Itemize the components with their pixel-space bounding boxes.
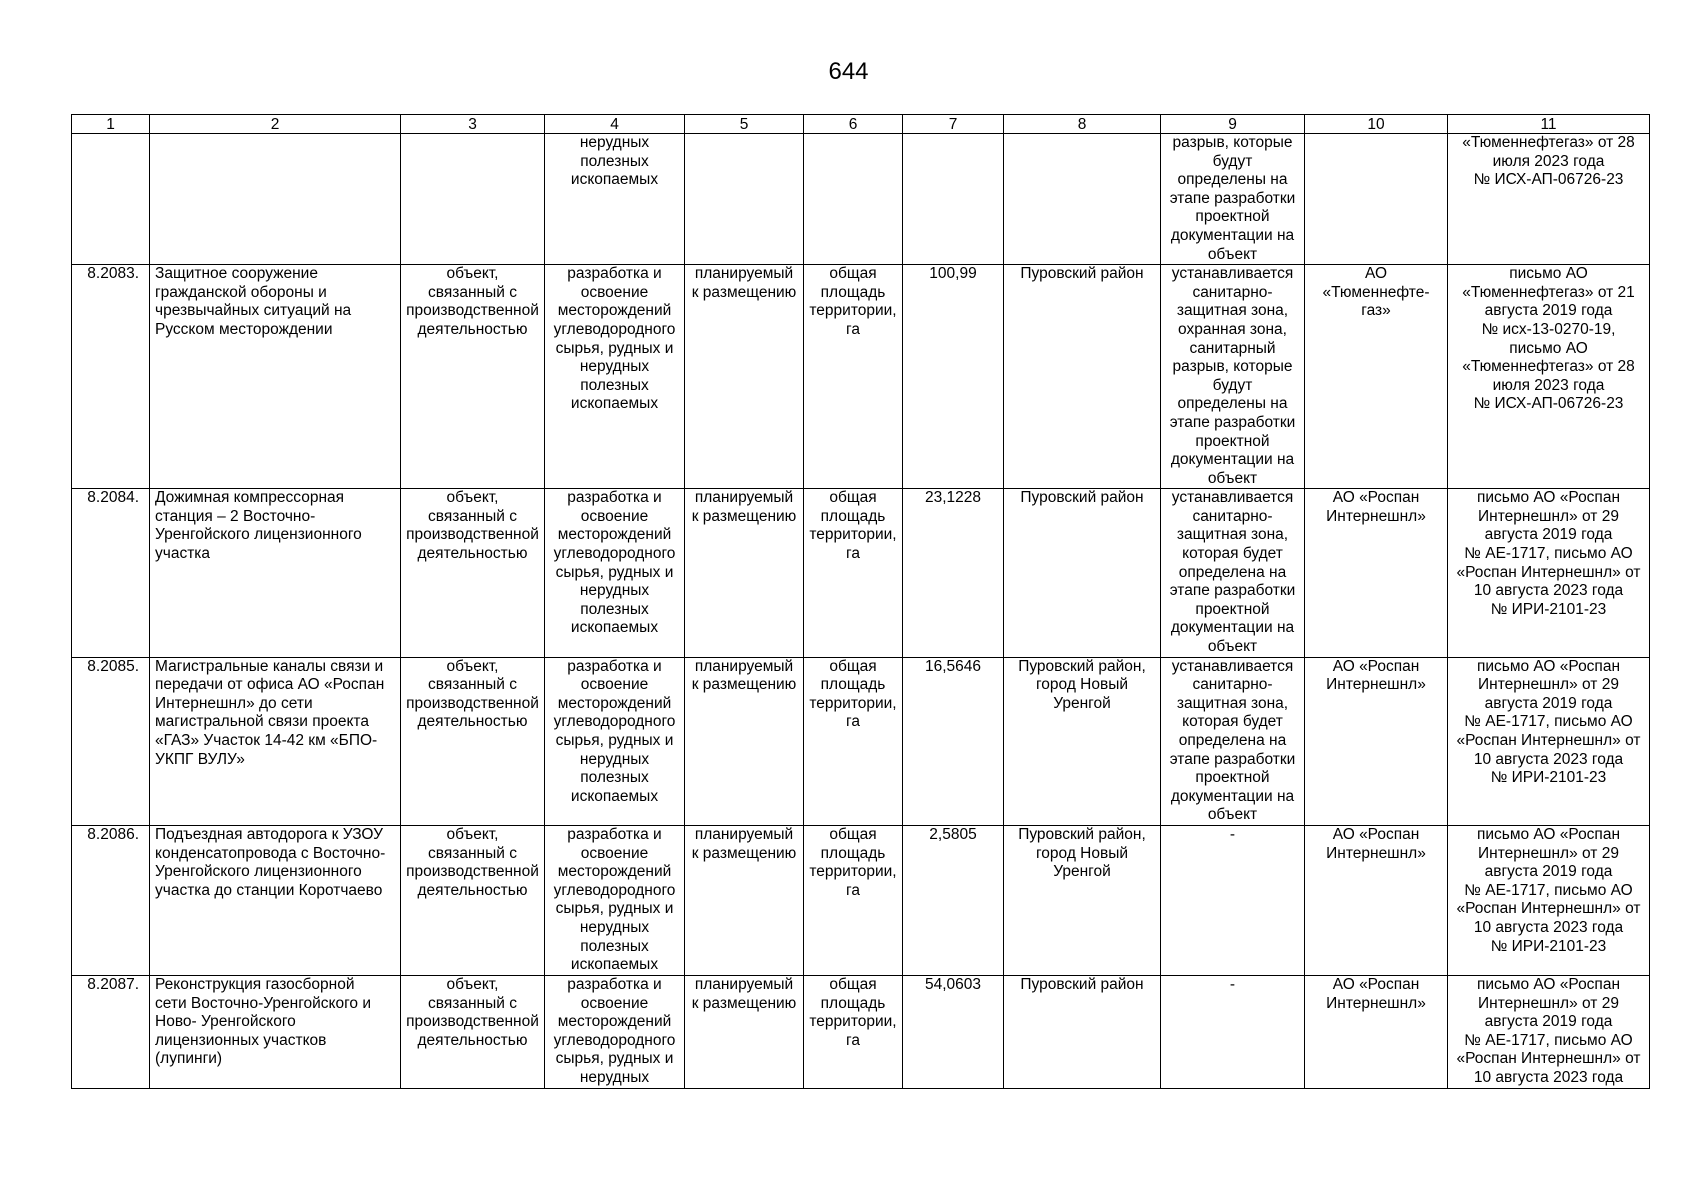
object-purpose: разработка и освоение месторождений углеводородного сырья, рудных и нерудных: [545, 975, 685, 1088]
header-row: [72, 115, 1650, 134]
protection-zone: -: [1161, 825, 1305, 975]
object-status: планируемый к размещению: [685, 825, 804, 975]
location: Пуровский район, город Новый Уренгой: [1004, 825, 1161, 975]
object-type: объект, связанный с производственной деятельностью: [401, 657, 545, 825]
object-type: объект, связанный с производственной деятельностью: [401, 489, 545, 657]
object-purpose: разработка и освоение месторождений углеводородного сырья, рудных и нерудных полезных ископаемых: [545, 825, 685, 975]
row-number: 8.2086.: [72, 825, 150, 975]
area-value: 2,5805: [903, 825, 1004, 975]
protection-zone: -: [1161, 975, 1305, 1088]
basis-document: «Тюменнефтегаз» от 28 июля 2023 года № ИСХ-АП-06726-23: [1448, 134, 1650, 265]
column-header: 6: [804, 115, 903, 134]
object-type: [401, 134, 545, 265]
initiator: АО «Тюменнефте- газ»: [1305, 265, 1448, 489]
protection-zone: устанавливается санитарно- защитная зона, охранная зона, санитарный разрыв, которые будут определены на этапе разработки проектной документации на объект: [1161, 265, 1305, 489]
object-status: планируемый к размещению: [685, 265, 804, 489]
row-number: 8.2084.: [72, 489, 150, 657]
initiator: АО «Роспан Интернешнл»: [1305, 975, 1448, 1088]
object-status: планируемый к размещению: [685, 489, 804, 657]
basis-document: письмо АО «Роспан Интернешнл» от 29 августа 2019 года № АЕ-1717, письмо АО «Роспан Интернешнл» от 10 августа 2023 года № ИРИ-2101-23: [1448, 657, 1650, 825]
column-header: 2: [150, 115, 401, 134]
object-type: объект, связанный с производственной деятельностью: [401, 975, 545, 1088]
object-purpose: разработка и освоение месторождений углеводородного сырья, рудных и нерудных полезных ископаемых: [545, 657, 685, 825]
area-value: 16,5646: [903, 657, 1004, 825]
location: Пуровский район: [1004, 489, 1161, 657]
column-header: 4: [545, 115, 685, 134]
basis-document: письмо АО «Тюменнефтегаз» от 21 августа 2019 года № исх-13-0270-19, письмо АО «Тюменнефтегаз» от 28 июля 2023 года № ИСХ-АП-06726-23: [1448, 265, 1650, 489]
object-name: Защитное сооружение гражданской обороны и чрезвычайных ситуаций на Русском месторождении: [150, 265, 401, 489]
table-row: [72, 265, 1650, 489]
basis-document: письмо АО «Роспан Интернешнл» от 29 августа 2019 года № АЕ-1717, письмо АО «Роспан Интернешнл» от 10 августа 2023 года № ИРИ-2101-23: [1448, 489, 1650, 657]
row-number: [72, 134, 150, 265]
row-number: 8.2083.: [72, 265, 150, 489]
protection-zone: устанавливается санитарно- защитная зона, которая будет определена на этапе разработки проектной документации на объект: [1161, 657, 1305, 825]
object-name: Дожимная компрессорная станция – 2 Восточно- Уренгойского лицензионного участка: [150, 489, 401, 657]
characteristic: общая площадь территории, га: [804, 975, 903, 1088]
object-purpose: нерудных полезных ископаемых: [545, 134, 685, 265]
object-purpose: разработка и освоение месторождений углеводородного сырья, рудных и нерудных полезных ископаемых: [545, 489, 685, 657]
table-row: [72, 975, 1650, 1088]
table-row: [72, 489, 1650, 657]
initiator: АО «Роспан Интернешнл»: [1305, 489, 1448, 657]
initiator: АО «Роспан Интернешнл»: [1305, 657, 1448, 825]
area-value: 54,0603: [903, 975, 1004, 1088]
location: Пуровский район: [1004, 975, 1161, 1088]
column-header: 9: [1161, 115, 1305, 134]
initiator: АО «Роспан Интернешнл»: [1305, 825, 1448, 975]
initiator: [1305, 134, 1448, 265]
object-name: Подъездная автодорога к УЗОУ конденсатопровода с Восточно- Уренгойского лицензионного участка до станции Коротчаево: [150, 825, 401, 975]
object-status: планируемый к размещению: [685, 657, 804, 825]
column-header: 7: [903, 115, 1004, 134]
location: Пуровский район, город Новый Уренгой: [1004, 657, 1161, 825]
table-row: [72, 134, 1650, 265]
location: Пуровский район: [1004, 265, 1161, 489]
column-header: 3: [401, 115, 545, 134]
area-value: [903, 134, 1004, 265]
column-header: 8: [1004, 115, 1161, 134]
characteristic: общая площадь территории, га: [804, 657, 903, 825]
characteristic: общая площадь территории, га: [804, 265, 903, 489]
table-row: [72, 657, 1650, 825]
column-header: 5: [685, 115, 804, 134]
basis-document: письмо АО «Роспан Интернешнл» от 29 августа 2019 года № АЕ-1717, письмо АО «Роспан Интернешнл» от 10 августа 2023 года: [1448, 975, 1650, 1088]
characteristic: общая площадь территории, га: [804, 489, 903, 657]
protection-zone: устанавливается санитарно- защитная зона, которая будет определена на этапе разработки проектной документации на объект: [1161, 489, 1305, 657]
object-name: [150, 134, 401, 265]
register-table: [71, 114, 1650, 1089]
area-value: 100,99: [903, 265, 1004, 489]
object-name: Магистральные каналы связи и передачи от офиса АО «Роспан Интернешнл» до сети магистральной связи проекта «ГАЗ» Участок 14-42 км «БПО- УКПГ ВУЛУ»: [150, 657, 401, 825]
column-header: 10: [1305, 115, 1448, 134]
object-purpose: разработка и освоение месторождений углеводородного сырья, рудных и нерудных полезных ископаемых: [545, 265, 685, 489]
object-type: объект, связанный с производственной деятельностью: [401, 825, 545, 975]
object-name: Реконструкция газосборной сети Восточно-Уренгойского и Ново- Уренгойского лицензионных участков (лупинги): [150, 975, 401, 1088]
column-header: 11: [1448, 115, 1650, 134]
object-type: объект, связанный с производственной деятельностью: [401, 265, 545, 489]
location: [1004, 134, 1161, 265]
area-value: 23,1228: [903, 489, 1004, 657]
row-number: 8.2085.: [72, 657, 150, 825]
column-header: 1: [72, 115, 150, 134]
characteristic: [804, 134, 903, 265]
basis-document: письмо АО «Роспан Интернешнл» от 29 августа 2019 года № АЕ-1717, письмо АО «Роспан Интернешнл» от 10 августа 2023 года № ИРИ-2101-23: [1448, 825, 1650, 975]
page-number: 644: [828, 58, 869, 85]
table-row: [72, 825, 1650, 975]
object-status: планируемый к размещению: [685, 975, 804, 1088]
row-number: 8.2087.: [72, 975, 150, 1088]
protection-zone: разрыв, которые будут определены на этапе разработки проектной документации на объект: [1161, 134, 1305, 265]
characteristic: общая площадь территории, га: [804, 825, 903, 975]
object-status: [685, 134, 804, 265]
